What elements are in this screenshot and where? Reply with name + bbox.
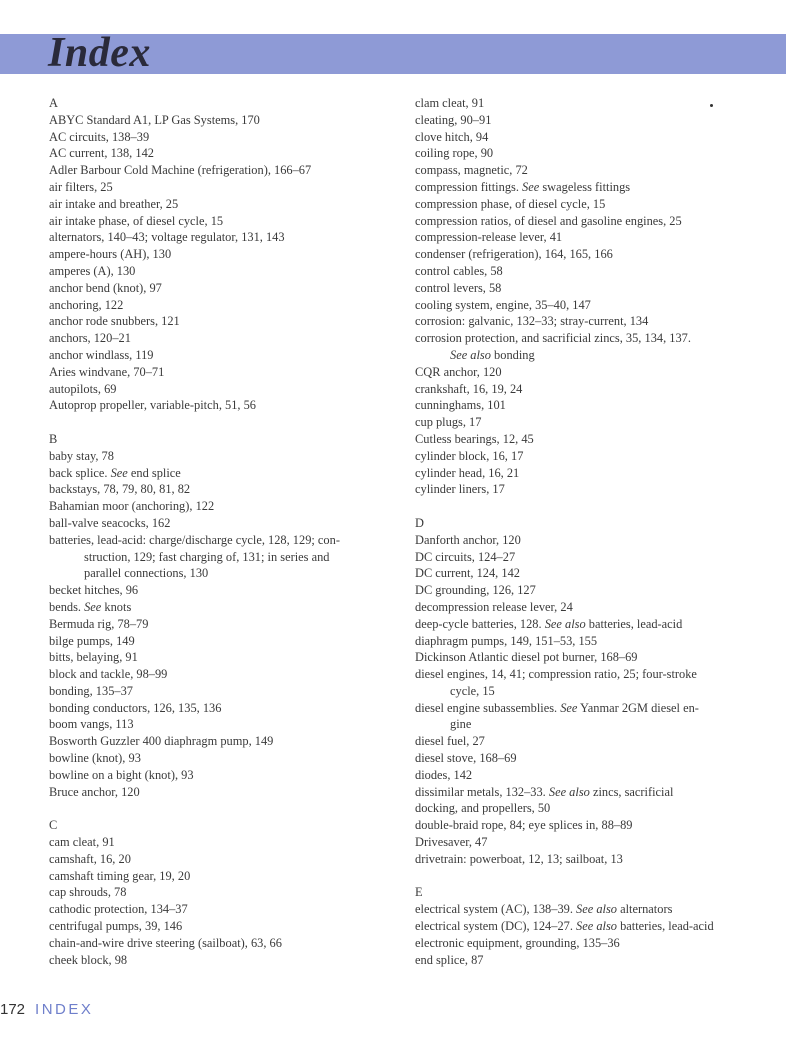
index-entry (49, 465, 389, 482)
index-entry (49, 868, 389, 885)
entry-text: bowline on a bight (knot), 93 (49, 767, 194, 782)
index-entry (415, 817, 765, 834)
entry-text: Dickinson Atlantic diesel pot burner, 168–69 (415, 650, 638, 665)
entry-target: swageless fittings (539, 179, 631, 194)
index-section (415, 95, 765, 498)
entry-text: diesel engine subassemblies. (415, 700, 561, 715)
index-entry (49, 162, 389, 179)
index-entry (49, 733, 389, 750)
index-entry (415, 666, 765, 683)
index-entry (415, 851, 765, 868)
index-section (49, 817, 389, 968)
see-reference: See also (576, 902, 617, 917)
entry-continuation (415, 347, 765, 364)
entry-text: Autoprop propeller, variable-pitch, 51, 56 (49, 398, 256, 413)
entry-text: coiling rope, 90 (415, 146, 494, 161)
index-entry (49, 246, 389, 263)
index-entry (49, 935, 389, 952)
index-entry (49, 196, 389, 213)
entry-text: corrosion protection, and sacrificial zincs, 35, 134, 137. (415, 331, 691, 346)
entry-text: batteries, lead-acid: charge/discharge cycle, 128, 129; con- (49, 532, 340, 547)
entry-text: condenser (refrigeration), 164, 165, 166 (415, 247, 613, 262)
page-title: Index (48, 30, 151, 76)
entry-text: corrosion: galvanic, 132–33; stray-current, 134 (415, 314, 649, 329)
index-entry (49, 683, 389, 700)
index-section (49, 431, 389, 801)
page-number: 172 (0, 1001, 26, 1018)
index-entry (49, 481, 389, 498)
entry-target: batteries, lead-acid (617, 919, 714, 934)
index-entry (49, 633, 389, 650)
index-entry (415, 313, 765, 330)
index-entry (415, 784, 765, 801)
index-entry (49, 952, 389, 969)
section-letter: C (49, 818, 58, 833)
entry-text: compression fittings. (415, 179, 523, 194)
entry-text: cam cleat, 91 (49, 835, 115, 850)
index-entry (49, 901, 389, 918)
index-entry (49, 347, 389, 364)
entry-text: Adler Barbour Cold Machine (refrigeration), 166–67 (49, 163, 312, 178)
entry-text: bilge pumps, 149 (49, 633, 135, 648)
entry-text: bonding conductors, 126, 135, 136 (49, 700, 222, 715)
entry-text: centrifugal pumps, 39, 146 (49, 919, 183, 934)
index-entry (415, 549, 765, 566)
entry-text: back splice. (49, 465, 111, 480)
see-reference: See also (450, 347, 491, 362)
index-entry (49, 767, 389, 784)
entry-text: diesel stove, 168–69 (415, 751, 517, 766)
entry-text: cleating, 90–91 (415, 112, 492, 127)
index-entry (49, 112, 389, 129)
index-entry (49, 280, 389, 297)
entry-text: deep-cycle batteries, 128. (415, 616, 545, 631)
index-entry (415, 246, 765, 263)
entry-text: alternators, 140–43; voltage regulator, 131, 143 (49, 230, 285, 245)
entry-continuation: struction, 129; fast charging of, 131; in series and (84, 549, 330, 564)
entry-text: diesel engines, 14, 41; compression ratio, 25; four-stroke (415, 667, 697, 682)
index-entry (415, 481, 765, 498)
entry-text: DC grounding, 126, 127 (415, 583, 536, 598)
entry-text: electrical system (DC), 124–27. (415, 919, 577, 934)
entry-text: clam cleat, 91 (415, 96, 485, 110)
index-entry (415, 280, 765, 297)
page-footer (0, 1000, 93, 1020)
entry-target: batteries, lead-acid (585, 616, 683, 631)
entry-target: end splice (127, 465, 181, 480)
entry-target: knots (101, 599, 132, 614)
index-entry (415, 448, 765, 465)
entry-text: compression phase, of diesel cycle, 15 (415, 196, 606, 211)
index-column-right (415, 95, 765, 968)
entry-text: control levers, 58 (415, 280, 502, 295)
entry-text: camshaft timing gear, 19, 20 (49, 868, 191, 883)
entry-text: CQR anchor, 120 (415, 364, 502, 379)
entry-target: Yanmar 2GM diesel en- (577, 700, 699, 715)
entry-target: bonding (490, 347, 535, 362)
entry-text: DC circuits, 124–27 (415, 549, 516, 564)
index-entry (415, 414, 765, 431)
index-entry (415, 297, 765, 314)
entry-text: ABYC Standard A1, LP Gas Systems, 170 (49, 112, 260, 127)
entry-text: crankshaft, 16, 19, 24 (415, 381, 523, 396)
entry-text: Cutless bearings, 12, 45 (415, 431, 534, 446)
index-entry (49, 599, 389, 616)
entry-continuation: cycle, 15 (450, 683, 495, 698)
entry-text: becket hitches, 96 (49, 583, 139, 598)
entry-text: camshaft, 16, 20 (49, 851, 131, 866)
entry-text: Bosworth Guzzler 400 diaphragm pump, 149 (49, 734, 274, 749)
index-entry (415, 381, 765, 398)
entry-text: DC current, 124, 142 (415, 566, 520, 581)
section-letter: E (415, 885, 423, 900)
index-entry (415, 800, 765, 817)
entry-text: backstays, 78, 79, 80, 81, 82 (49, 482, 191, 497)
index-entry (49, 582, 389, 599)
entry-text: cylinder block, 16, 17 (415, 448, 524, 463)
index-entry (49, 364, 389, 381)
entry-text: cylinder liners, 17 (415, 482, 505, 497)
entry-text: control cables, 58 (415, 263, 503, 278)
index-entry (49, 313, 389, 330)
index-entry (415, 263, 765, 280)
see-reference: See also (576, 919, 617, 934)
entry-text: Danforth anchor, 120 (415, 532, 521, 547)
index-entry (415, 95, 765, 112)
index-entry (49, 263, 389, 280)
entry-text: cylinder head, 16, 21 (415, 465, 520, 480)
index-entry (415, 649, 765, 666)
entry-text: drivetrain: powerboat, 12, 13; sailboat, 13 (415, 851, 623, 866)
index-entry (49, 884, 389, 901)
index-entry (49, 716, 389, 733)
index-entry (49, 145, 389, 162)
entry-text: diodes, 142 (415, 767, 473, 782)
index-entry (415, 229, 765, 246)
see-reference: See also (544, 616, 586, 631)
index-entry (415, 901, 765, 918)
entry-text: docking, and propellers, 50 (415, 801, 551, 816)
index-entry (49, 918, 389, 935)
entry-text: diaphragm pumps, 149, 151–53, 155 (415, 633, 598, 648)
index-entry (49, 750, 389, 767)
index-section (49, 95, 389, 414)
index-entry (49, 179, 389, 196)
entry-text: bitts, belaying, 91 (49, 650, 138, 665)
index-entry (415, 364, 765, 381)
index-column-left (49, 95, 389, 968)
see-reference: See (84, 599, 102, 614)
index-entry (49, 297, 389, 314)
index-entry (415, 431, 765, 448)
entry-text: amperes (A), 130 (49, 263, 136, 278)
index-entry (415, 129, 765, 146)
entry-text: Bermuda rig, 78–79 (49, 616, 149, 631)
entry-text: compression-release lever, 41 (415, 230, 563, 245)
entry-text: Drivesaver, 47 (415, 835, 488, 850)
index-entry (415, 599, 765, 616)
index-section (415, 515, 765, 868)
section-letter: A (49, 96, 58, 110)
entry-text: baby stay, 78 (49, 448, 114, 463)
entry-text: Aries windvane, 70–71 (49, 364, 165, 379)
index-entry (49, 381, 389, 398)
index-entry (49, 129, 389, 146)
entry-text: anchors, 120–21 (49, 331, 131, 346)
entry-text: air intake phase, of diesel cycle, 15 (49, 213, 224, 228)
entry-target: alternators (617, 902, 673, 917)
entry-text: Bruce anchor, 120 (49, 784, 140, 799)
index-entry (415, 162, 765, 179)
entry-target: zincs, sacrificial (589, 784, 674, 799)
entry-continuation: gine (450, 717, 472, 732)
entry-continuation: parallel connections, 130 (84, 566, 209, 581)
index-entry (415, 834, 765, 851)
entry-text: anchoring, 122 (49, 297, 124, 312)
entry-text: Bahamian moor (anchoring), 122 (49, 499, 215, 514)
entry-text: ball-valve seacocks, 162 (49, 515, 171, 530)
index-entry (415, 213, 765, 230)
entry-text: bowline (knot), 93 (49, 751, 141, 766)
index-entry (49, 498, 389, 515)
entry-text: decompression release lever, 24 (415, 599, 573, 614)
index-entry (49, 784, 389, 801)
entry-text: air filters, 25 (49, 179, 113, 194)
entry-text: compass, magnetic, 72 (415, 163, 528, 178)
index-entry (415, 952, 765, 969)
entry-text: electrical system (AC), 138–39. (415, 902, 577, 917)
index-entry (49, 532, 389, 549)
entry-text: AC circuits, 138–39 (49, 129, 150, 144)
index-entry (49, 834, 389, 851)
entry-text: diesel fuel, 27 (415, 734, 485, 749)
index-section (415, 884, 765, 968)
entry-text: ampere-hours (AH), 130 (49, 247, 172, 262)
entry-text: cup plugs, 17 (415, 415, 482, 430)
index-entry (415, 582, 765, 599)
footer-label: INDEX (35, 1001, 94, 1018)
entry-text: bends. (49, 599, 85, 614)
see-reference: See also (548, 784, 590, 799)
index-entry (415, 196, 765, 213)
index-entry (415, 397, 765, 414)
index-entry (415, 465, 765, 482)
entry-text: block and tackle, 98–99 (49, 667, 168, 682)
index-entry (415, 733, 765, 750)
entry-text: chain-and-wire drive steering (sailboat), 63, 66 (49, 935, 282, 950)
index-entry (415, 330, 765, 347)
index-entry (415, 145, 765, 162)
entry-text: anchor rode snubbers, 121 (49, 314, 180, 329)
see-reference: See (110, 465, 128, 480)
entry-text: anchor windlass, 119 (49, 347, 154, 362)
entry-text: bonding, 135–37 (49, 683, 133, 698)
entry-text: AC current, 138, 142 (49, 146, 154, 161)
index-entry (49, 229, 389, 246)
entry-text: end splice, 87 (415, 952, 484, 967)
index-entry (49, 330, 389, 347)
index-entry (49, 448, 389, 465)
index-entry (49, 700, 389, 717)
index-entry (49, 213, 389, 230)
see-reference: See (560, 700, 578, 715)
entry-text: dissimilar metals, 132–33. (415, 784, 549, 799)
entry-text: cheek block, 98 (49, 952, 128, 967)
entry-text: cap shrouds, 78 (49, 885, 127, 900)
index-entry (415, 935, 765, 952)
index-entry (49, 851, 389, 868)
see-reference: See (522, 179, 540, 194)
index-entry (415, 767, 765, 784)
index-entry (49, 616, 389, 633)
index-entry (49, 515, 389, 532)
entry-text: air intake and breather, 25 (49, 196, 179, 211)
index-entry (415, 565, 765, 582)
index-entry (415, 532, 765, 549)
index-entry (415, 616, 765, 633)
entry-text: double-braid rope, 84; eye splices in, 88–89 (415, 818, 633, 833)
index-entry (415, 700, 765, 717)
entry-text: clove hitch, 94 (415, 129, 489, 144)
index-entry (49, 397, 389, 414)
index-entry (415, 633, 765, 650)
index-entry (415, 918, 765, 935)
index-entry (415, 750, 765, 767)
index-entry (49, 649, 389, 666)
entry-text: compression ratios, of diesel and gasoline engines, 25 (415, 213, 682, 228)
index-entry (415, 179, 765, 196)
section-letter: D (415, 515, 424, 530)
section-letter: B (49, 431, 58, 446)
entry-text: cathodic protection, 134–37 (49, 902, 188, 917)
entry-text: anchor bend (knot), 97 (49, 280, 162, 295)
entry-text: boom vangs, 113 (49, 717, 134, 732)
index-entry (415, 112, 765, 129)
entry-text: cooling system, engine, 35–40, 147 (415, 297, 591, 312)
entry-text: cunninghams, 101 (415, 398, 506, 413)
entry-text: electronic equipment, grounding, 135–36 (415, 935, 620, 950)
entry-text: autopilots, 69 (49, 381, 117, 396)
index-entry (49, 666, 389, 683)
